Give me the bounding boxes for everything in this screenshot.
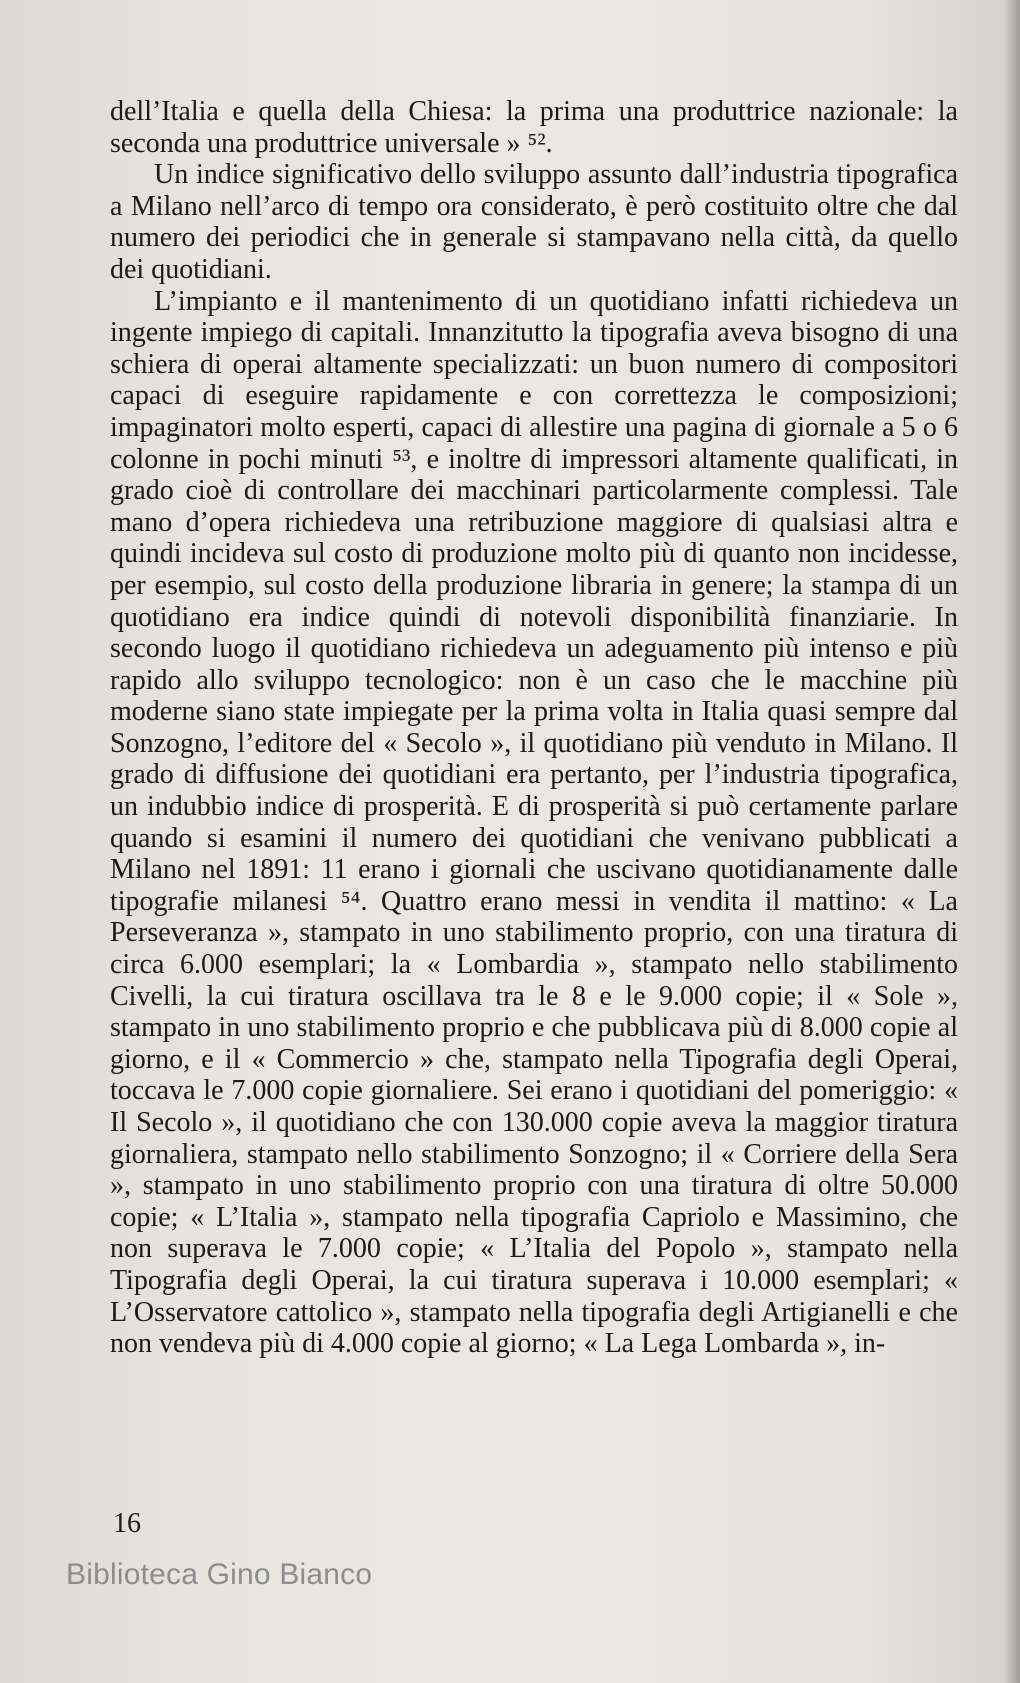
page-number: 16: [113, 1508, 141, 1539]
paragraph-2: Un indice significativo dello sviluppo assunto dall’industria tipografica a Milano nell’arco di tempo ora considerato, è però costituito oltre che dal numero dei periodici che in generale si stampavano nella città, da quello dei quotidiani.: [110, 159, 958, 285]
page-edge-shadow: [1004, 0, 1020, 1683]
library-watermark: Biblioteca Gino Bianco: [66, 1558, 373, 1591]
paragraph-3: L’impianto e il mantenimento di un quotidiano infatti richiedeva un ingente impiego di capitali. Innanzitutto la tipografia aveva bisogno di una schiera di operai altamente specializzati: un buon numero di compositori capaci di eseguire rapidamente e con correttezza le composizioni; impaginatori molto esperti, capaci di allestire una pagina di giornale a 5 o 6 colonne in pochi minuti ⁵³, e inoltre di impressori altamente qualificati, in grado cioè di controllare dei macchinari particolarmente complessi. Tale mano d’opera richiedeva una retribuzione maggiore di qualsiasi altra e quindi incideva sul costo di produzione molto più di quanto non incidesse, per esempio, sul costo della produzione libraria in genere; la stampa di un quotidiano era indice quindi di notevoli disponibilità finanziarie. In secondo luogo il quotidiano richiedeva un adeguamento più intenso e più rapido allo sviluppo tecnologico: non è un caso che le macchine più moderne siano state impiegate per la prima volta in Italia quasi sempre dal Sonzogno, l’editore del « Secolo », il quotidiano più venduto in Milano. Il grado di diffusione dei quotidiani era pertanto, per l’industria tipografica, un indubbio indice di prosperità. E di prosperità si può certamente parlare quando si esamini il numero dei quotidiani che venivano pubblicati a Milano nel 1891: 11 erano i giornali che uscivano quotidianamente dalle tipografie milanesi ⁵⁴. Quattro erano messi in vendita il mattino: « La Perseveranza », stampato in uno stabilimento proprio, con una tiratura di circa 6.000 esemplari; la « Lombardia », stampato nello stabilimento Civelli, la cui tiratura oscillava tra le 8 e le 9.000 copie; il « Sole », stampato in uno stabilimento proprio e che pubblicava più di 8.000 copie al giorno, e il « Commercio » che, stampato nella Tipografia degli Operai, toccava le 7.000 copie giornaliere. Sei erano i quotidiani del pomeriggio: « Il Secolo », il quotidiano che con 130.000 copie aveva la maggior tiratura giornaliera, stampato nello stabilimento Sonzogno; il « Corriere della Sera », stampato in uno stabilimento proprio con una tiratura di oltre 50.000 copie; « L’Italia », stampato nella tipografia Capriolo e Massimino, che non superava le 7.000 copie; « L’Italia del Popolo », stampato nella Tipografia degli Operai, la cui tiratura superava i 10.000 esemplari; « L’Osservatore cattolico », stampato nella tipografia degli Artigianelli e che non vendeva più di 4.000 copie al giorno; « La Lega Lombarda », in-: [110, 285, 958, 1360]
body-text: [110, 96, 958, 1360]
paragraph-1: dell’Italia e quella della Chiesa: la prima una produttrice nazionale: la seconda una produttrice universale » ⁵².: [110, 96, 958, 159]
